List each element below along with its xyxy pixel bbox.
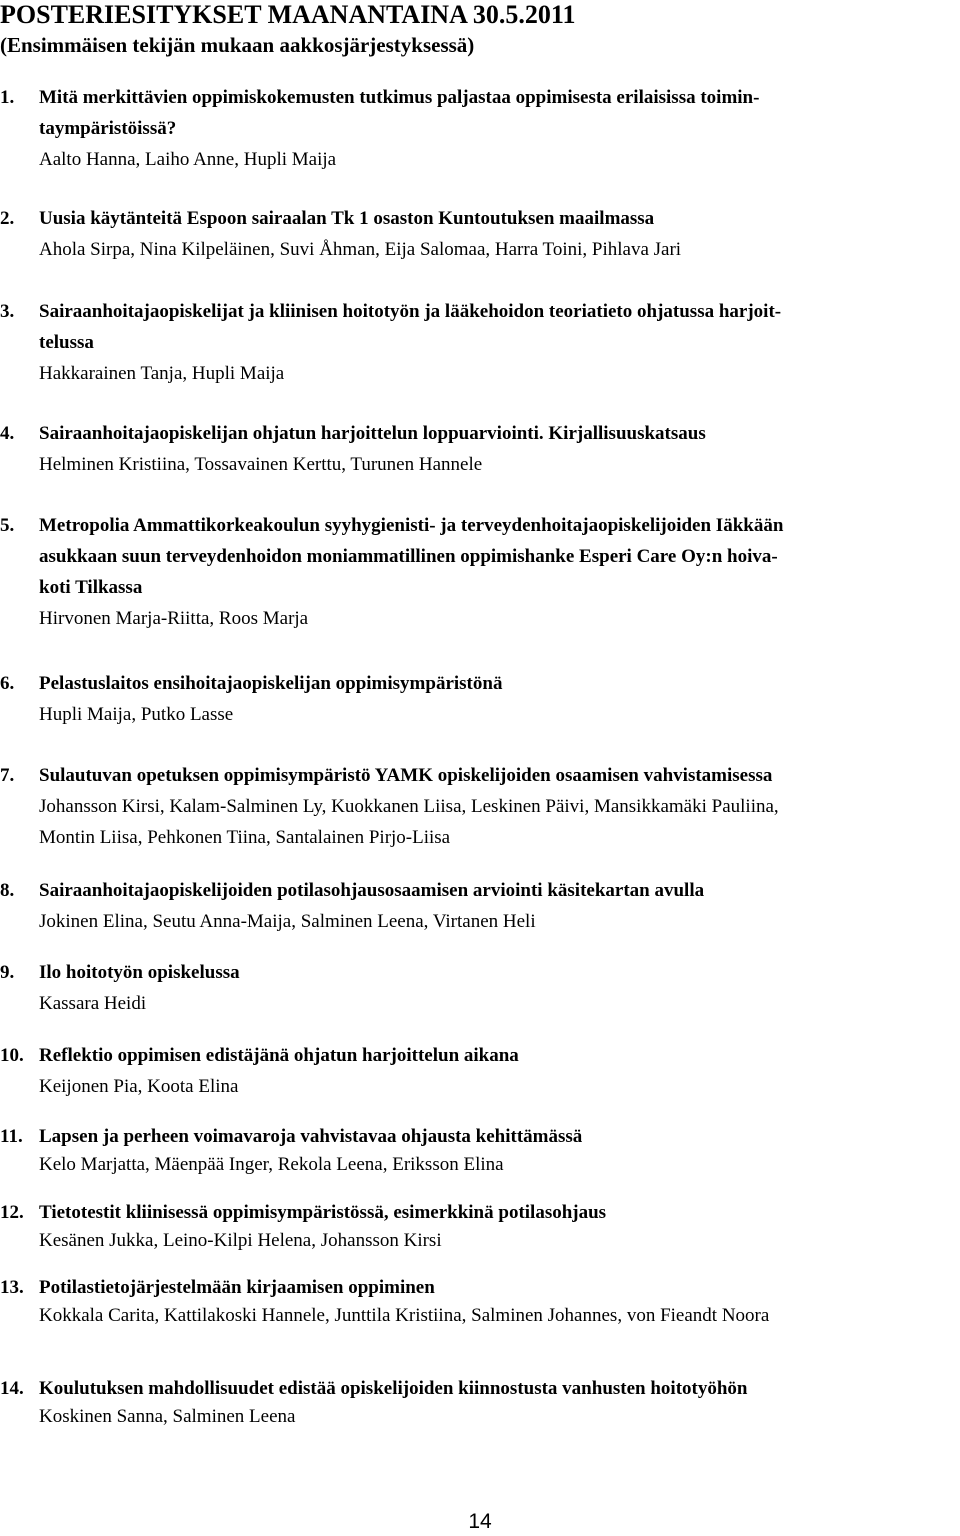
entry-body xyxy=(39,1274,957,1330)
entry-authors-line: Jokinen Elina, Seutu Anna-Maija, Salminen Leena, Virtanen Heli xyxy=(39,911,536,932)
poster-entry xyxy=(0,510,960,634)
entry-body xyxy=(39,1123,957,1179)
entry-title-line: koti Tilkassa xyxy=(39,577,143,598)
page-number: 14 xyxy=(468,1510,492,1533)
entry-title-line: Ilo hoitotyön opiskelussa xyxy=(39,962,240,983)
entry-body xyxy=(39,957,957,1019)
poster-entry xyxy=(0,957,960,1019)
poster-entry xyxy=(0,82,960,175)
entry-title-line: Sairaanhoitajaopiskelijoiden potilasohjausosaamisen arviointi käsitekartan avulla xyxy=(39,880,705,901)
entry-body xyxy=(39,82,957,175)
entry-number: 3. xyxy=(0,301,15,322)
entry-body xyxy=(39,510,957,634)
poster-entry xyxy=(0,1040,960,1102)
entry-title-line: Reflektio oppimisen edistäjänä ohjatun harjoittelun aikana xyxy=(39,1045,519,1066)
entry-title-line: Potilastietojärjestelmään kirjaamisen oppiminen xyxy=(39,1277,435,1298)
entry-title-line: Sairaanhoitajaopiskelijat ja kliinisen hoitotyön ja lääkehoidon teoriatieto ohjatussa harjoit- xyxy=(39,301,782,322)
poster-entry xyxy=(0,1375,960,1431)
entry-title-line: Sulautuvan opetuksen oppimisympäristö YAMK opiskelijoiden osaamisen vahvistamisessa xyxy=(39,765,773,786)
entry-body xyxy=(39,875,957,937)
entry-body xyxy=(39,760,957,853)
page-title: POSTERIESITYKSET MAANANTAINA 30.5.2011 xyxy=(0,0,576,29)
entry-title-line: Uusia käytänteitä Espoon sairaalan Tk 1 osaston Kuntoutuksen maailmassa xyxy=(39,208,655,229)
entry-number: 13. xyxy=(0,1277,24,1298)
poster-entry xyxy=(0,203,960,265)
entry-number: 1. xyxy=(0,87,15,108)
entry-authors-line: Hakkarainen Tanja, Hupli Maija xyxy=(39,363,285,384)
entry-title-line: Tietotestit kliinisessä oppimisympäristössä, esimerkkinä potilasohjaus xyxy=(39,1202,607,1223)
entry-authors-line: Kesänen Jukka, Leino-Kilpi Helena, Johansson Kirsi xyxy=(39,1230,442,1251)
entry-title-line: taympäristöissä? xyxy=(39,118,177,139)
entry-authors-line: Montin Liisa, Pehkonen Tiina, Santalainen Pirjo-Liisa xyxy=(39,827,451,848)
poster-entry xyxy=(0,1123,960,1179)
entry-number: 6. xyxy=(0,673,15,694)
entry-authors-line: Johansson Kirsi, Kalam-Salminen Ly, Kuokkanen Liisa, Leskinen Päivi, Mansikkamäki Pauliina, xyxy=(39,796,779,817)
entry-number: 11. xyxy=(0,1126,23,1147)
entry-body xyxy=(39,668,957,730)
entry-authors-line: Helminen Kristiina, Tossavainen Kerttu, Turunen Hannele xyxy=(39,454,483,475)
entry-body xyxy=(39,418,957,480)
entry-title-line: Pelastuslaitos ensihoitajaopiskelijan oppimisympäristönä xyxy=(39,673,503,694)
entry-title-line: Sairaanhoitajaopiskelijan ohjatun harjoittelun loppuarviointi. Kirjallisuuskatsaus xyxy=(39,423,706,444)
entry-authors-line: Aalto Hanna, Laiho Anne, Hupli Maija xyxy=(39,149,337,170)
entry-body xyxy=(39,203,957,265)
entry-authors-line: Koskinen Sanna, Salminen Leena xyxy=(39,1406,296,1427)
entry-authors-line: Kassara Heidi xyxy=(39,993,147,1014)
entry-authors-line: Ahola Sirpa, Nina Kilpeläinen, Suvi Åhman, Eija Salomaa, Harra Toini, Pihlava Jari xyxy=(39,239,682,260)
poster-entry xyxy=(0,296,960,389)
entry-authors-line: Hupli Maija, Putko Lasse xyxy=(39,704,234,725)
entry-body xyxy=(39,1040,957,1102)
entry-title-line: asukkaan suun terveydenhoidon moniammatillinen oppimishanke Esperi Care Oy:n hoiva- xyxy=(39,546,778,567)
poster-entry xyxy=(0,1274,960,1330)
entry-number: 14. xyxy=(0,1378,24,1399)
entry-number: 12. xyxy=(0,1202,24,1223)
entry-authors-line: Hirvonen Marja-Riitta, Roos Marja xyxy=(39,608,309,629)
poster-entry xyxy=(0,418,960,480)
entry-title-line: Metropolia Ammattikorkeakoulun syyhygienisti- ja terveydenhoitajaopiskelijoiden Iäkkään xyxy=(39,515,784,536)
entry-title-line: Mitä merkittävien oppimiskokemusten tutkimus paljastaa oppimisesta erilaisissa toimin- xyxy=(39,87,760,108)
entry-body xyxy=(39,296,957,389)
entry-number: 9. xyxy=(0,962,15,983)
poster-entry xyxy=(0,875,960,937)
page-subtitle: (Ensimmäisen tekijän mukaan aakkosjärjestyksessä) xyxy=(0,33,475,57)
entry-title-line: Lapsen ja perheen voimavaroja vahvistavaa ohjausta kehittämässä xyxy=(39,1126,583,1147)
entry-number: 2. xyxy=(0,208,15,229)
poster-entry xyxy=(0,1199,960,1255)
entry-number: 7. xyxy=(0,765,15,786)
entry-body xyxy=(39,1199,957,1255)
entry-title-line: Koulutuksen mahdollisuudet edistää opiskelijoiden kiinnostusta vanhusten hoitotyöhön xyxy=(39,1378,748,1399)
entry-number: 10. xyxy=(0,1045,24,1066)
poster-entry xyxy=(0,668,960,730)
entry-authors-line: Keijonen Pia, Koota Elina xyxy=(39,1076,239,1097)
entry-title-line: telussa xyxy=(39,332,94,353)
poster-entry xyxy=(0,760,960,853)
entry-number: 4. xyxy=(0,423,15,444)
entry-authors-line: Kokkala Carita, Kattilakoski Hannele, Junttila Kristiina, Salminen Johannes, von Fieandt Noora xyxy=(39,1305,770,1326)
entry-number: 5. xyxy=(0,515,15,536)
entry-body xyxy=(39,1375,957,1431)
entry-number: 8. xyxy=(0,880,15,901)
entry-authors-line: Kelo Marjatta, Mäenpää Inger, Rekola Leena, Eriksson Elina xyxy=(39,1154,504,1175)
